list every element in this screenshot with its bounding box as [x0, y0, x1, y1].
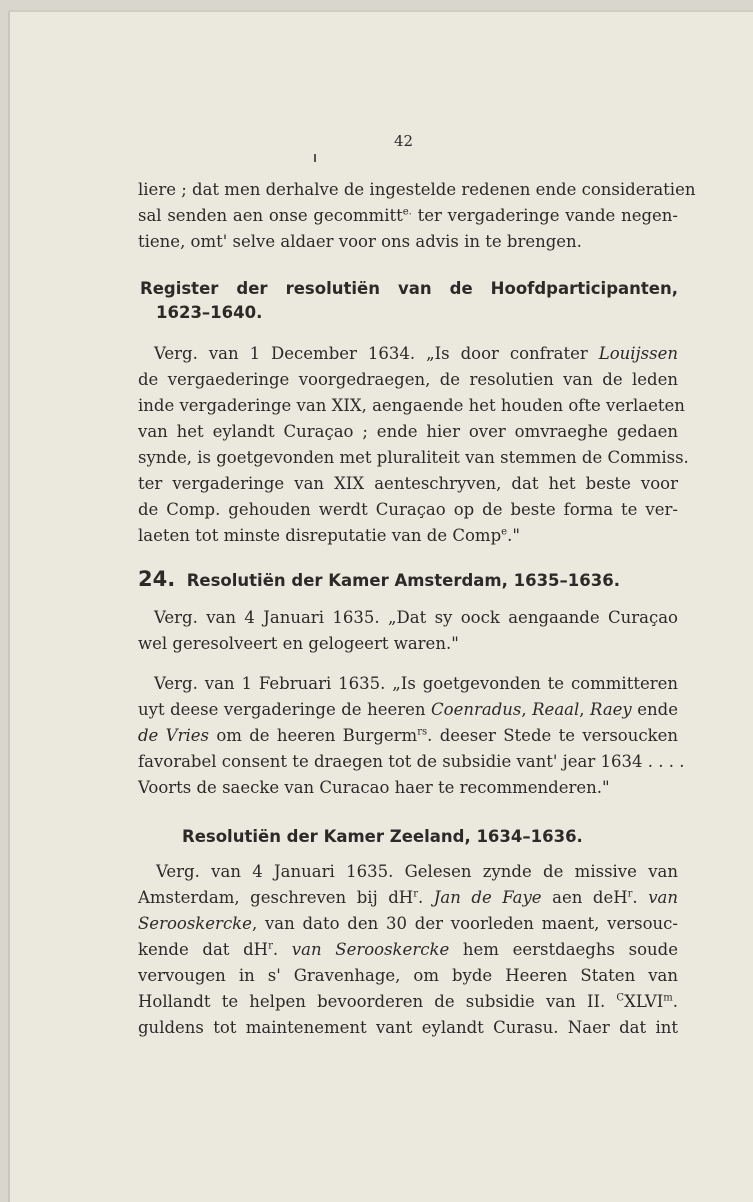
section2-p2-line-2: uyt deese vergaderinge de heeren Coenradus, Reaal, Raey ende	[138, 700, 678, 719]
section1-heading-years: 1623–1640.	[156, 303, 263, 322]
section3-line-2: Amsterdam, geschreven bij $dH^r$. Jan de Faye aen deH$^r$. van	[138, 888, 679, 907]
section2-p2-line-1: Verg. van 1 Februari 1635. „Is goetgevonden te committeren	[154, 674, 678, 693]
intro-line-3: tiene, omt' selve aldaer voor ons advis in te brengen.	[138, 232, 582, 251]
section2-p2-line-3: de Vries om de heeren Burgerm$^{rs}$. deeser Stede te versoucken	[138, 726, 678, 745]
section1-line-8: laeten tot minste disreputatie van de Comp$^e$."	[138, 526, 520, 545]
section1-line-5: synde, is goetgevonden met pluraliteit van stemmen de Commiss.	[138, 448, 689, 467]
section1-line-2: de vergaederinge voorgedraegen, de resolutien van de leden	[138, 370, 678, 389]
section3-line-4: kende dat $dH^r$. van Serooskercke hem eerstdaeghs soude	[138, 940, 678, 959]
section1-line-3: inde vergaderinge van XIX, aengaende het houden ofte verlaeten	[138, 396, 685, 415]
section3-line-6: Hollandt te helpen bevoorderen de subsidie van II. $^C$XLVI$^m$.	[138, 992, 678, 1011]
section1-line-6: ter vergaderinge van XIX aenteschryven, dat het beste voor	[138, 474, 678, 493]
document-page	[8, 10, 753, 1202]
section2-p2-line-4: favorabel consent te draegen tot de subsidie vant' jear 1634 . . . .	[138, 752, 685, 771]
section3-line-5: vervougen in s' Gravenhage, om byde Heeren Staten van	[138, 966, 678, 985]
section1-heading: Register der resolutiën van de Hoofdparticipanten,	[140, 279, 678, 298]
section2-p2-line-5: Voorts de saecke van Curacao haer te recommenderen."	[138, 778, 610, 797]
intro-line-1: liere ; dat men derhalve de ingestelde redenen ende consideratien	[138, 180, 696, 199]
section3-line-3: Serooskercke, van dato den 30 der voorleden maent, versouc-	[138, 914, 678, 933]
section2-p1-line-1: Verg. van 4 Januari 1635. „Dat sy oock aengaande Curaçao	[154, 608, 678, 627]
intro-line-2: sal senden aen onse gecommitt$^{e.}$ ter vergaderinge vande negen-	[138, 206, 678, 225]
section2-heading: 24. Resolutiën der Kamer Amsterdam, 1635–1636.	[138, 567, 620, 591]
section2-p1-line-2: wel geresolveert en gelogeert waren."	[138, 634, 459, 653]
section1-line-4: van het eylandt Curaçao ; ende hier over omvraeghe gedaen	[138, 422, 678, 441]
page-number: 42	[394, 132, 414, 150]
section3-line-7: guldens tot maintenement vant eylandt Curasu. Naer dat int	[138, 1018, 678, 1037]
section1-line-1: Verg. van 1 December 1634. „Is door confrater Louijssen	[154, 344, 678, 363]
section1-line-7: de Comp. gehouden werdt Curaçao op de beste forma te ver-	[138, 500, 678, 519]
section3-heading: Resolutiën der Kamer Zeeland, 1634–1636.	[182, 827, 583, 846]
section3-line-1: Verg. van 4 Januari 1635. Gelesen zynde de missive van	[156, 862, 678, 881]
ink-mark	[314, 154, 316, 162]
